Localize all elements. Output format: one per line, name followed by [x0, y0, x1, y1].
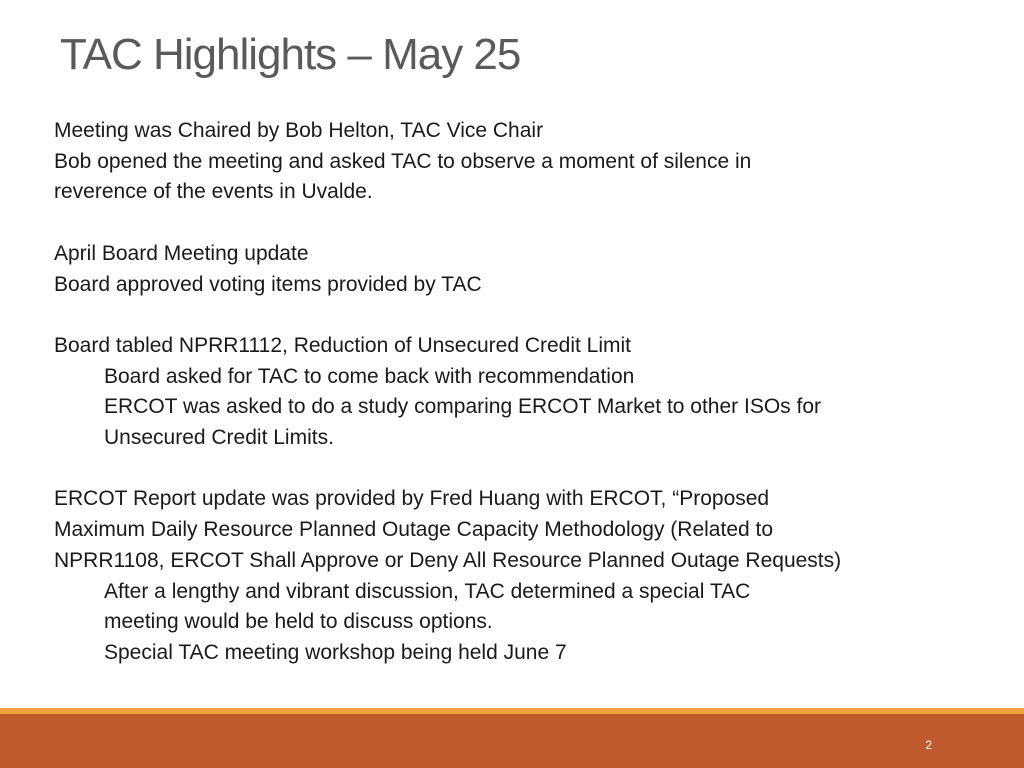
page-number: 2 — [925, 738, 932, 752]
body-line-indented: Unsecured Credit Limits. — [104, 426, 334, 449]
paragraph-spacer — [54, 300, 954, 331]
body-line-indented: Special TAC meeting workshop being held June 7 — [104, 640, 567, 664]
body-line-indented: ERCOT was asked to do a study comparing ERCOT Market to other ISOs for — [104, 395, 822, 419]
body-line: Board approved voting items provided by TAC — [54, 272, 482, 296]
slide-title: TAC Highlights – May 25 — [60, 30, 521, 79]
paragraph-spacer — [54, 208, 954, 239]
body-line: Bob opened the meeting and asked TAC to observe a moment of silence in — [54, 149, 752, 173]
body-line: Board tabled NPRR1112, Reduction of Unsecured Credit Limit — [54, 333, 632, 357]
body-line-indented: After a lengthy and vibrant discussion, TAC determined a special TAC — [104, 579, 751, 603]
body-line-indented: Board asked for TAC to come back with recommendation — [104, 364, 635, 388]
body-line: reverence of the events in Uvalde. — [54, 180, 373, 204]
body-line: April Board Meeting update — [54, 241, 309, 265]
body-line-indented: meeting would be held to discuss options. — [104, 610, 493, 634]
footer-bar — [0, 714, 1024, 768]
slide-body — [54, 116, 954, 669]
body-line: NPRR1108, ERCOT Shall Approve or Deny All Resource Planned Outage Requests) — [54, 548, 842, 572]
paragraph-spacer — [54, 454, 954, 485]
body-line: Maximum Daily Resource Planned Outage Capacity Methodology (Related to — [54, 518, 774, 542]
body-line: Meeting was Chaired by Bob Helton, TAC Vice Chair — [54, 119, 544, 142]
body-line: ERCOT Report update was provided by Fred Huang with ERCOT, “Proposed — [54, 487, 770, 511]
